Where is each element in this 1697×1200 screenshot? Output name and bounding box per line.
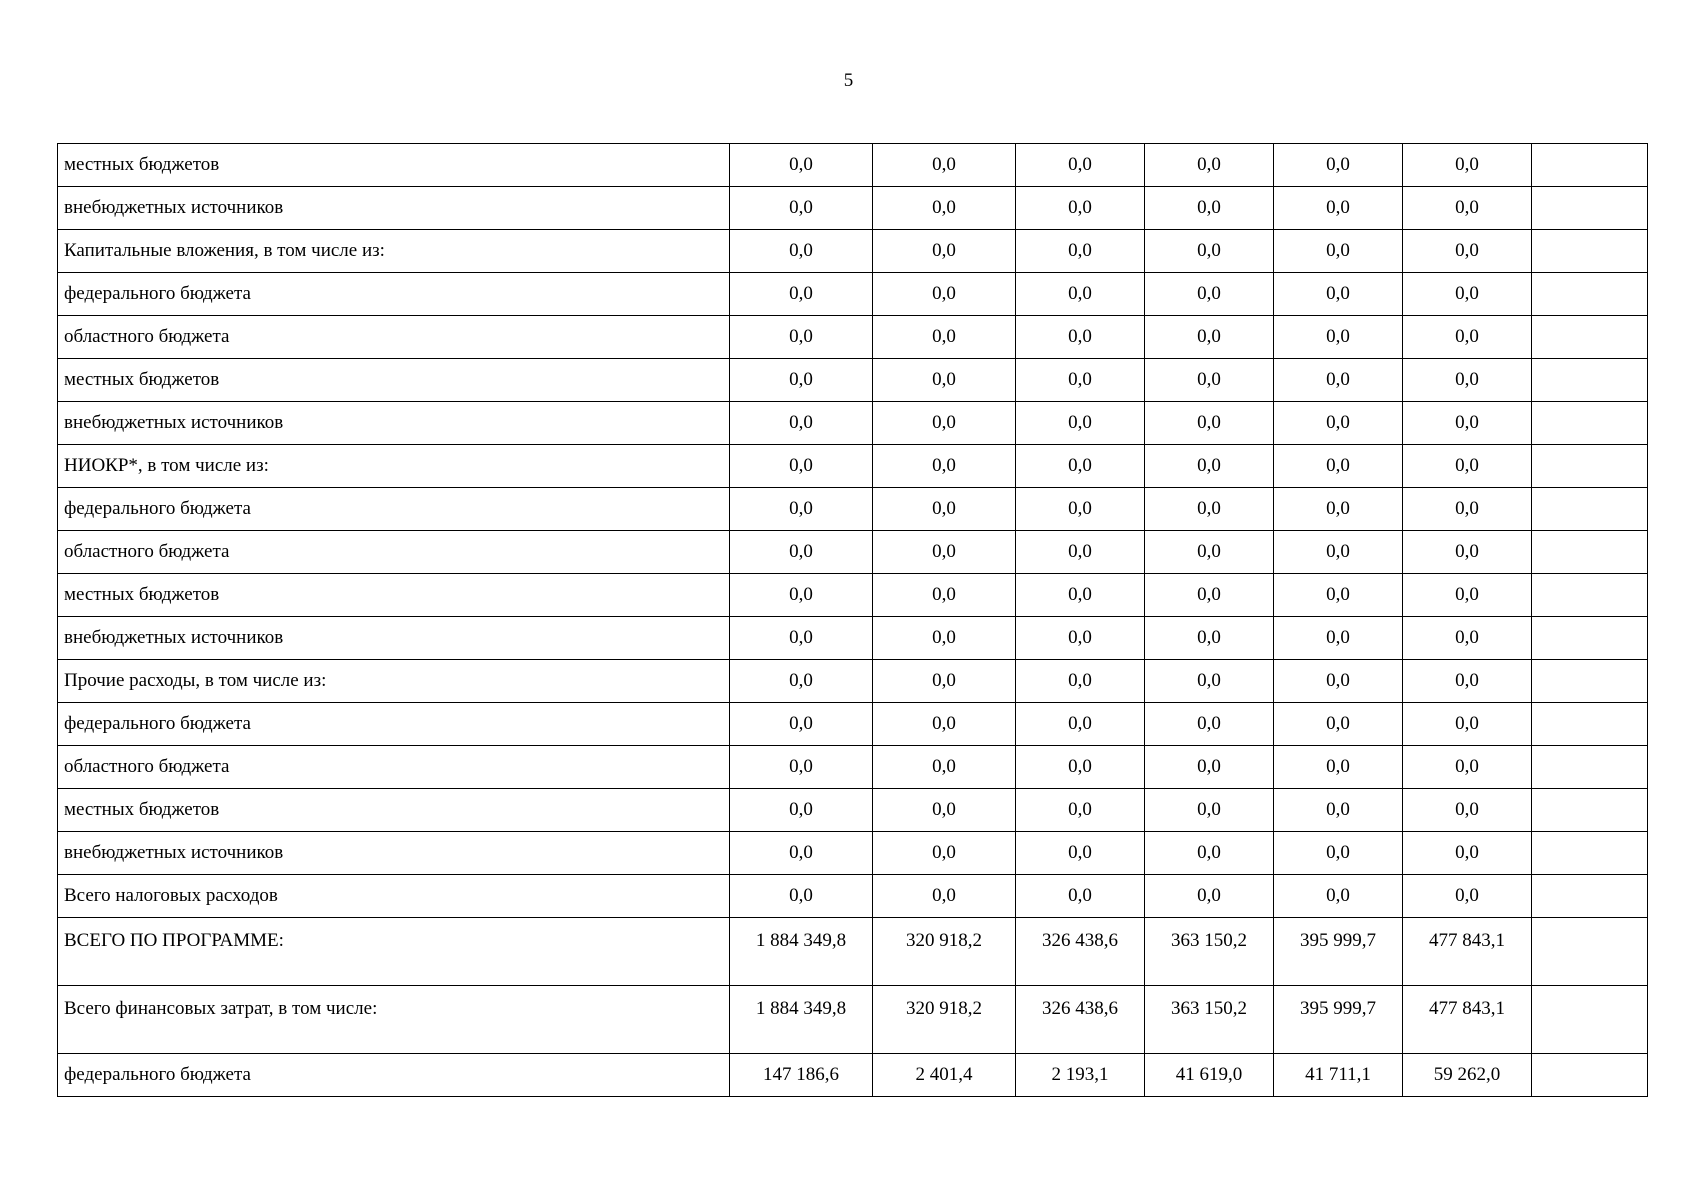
value-cell: 0,0 — [1403, 187, 1532, 230]
table-row — [58, 1054, 1648, 1097]
value-cell: 0,0 — [1403, 617, 1532, 660]
value-cell: 0,0 — [1274, 574, 1403, 617]
value-cell: 0,0 — [873, 488, 1016, 531]
value-cell: 0,0 — [873, 402, 1016, 445]
notes-cell — [1532, 402, 1648, 445]
value-cell: 0,0 — [1016, 789, 1145, 832]
value-cell: 0,0 — [1145, 445, 1274, 488]
value-cell: 0,0 — [730, 359, 873, 402]
value-cell: 0,0 — [1403, 832, 1532, 875]
value-cell: 0,0 — [1145, 402, 1274, 445]
value-cell: 0,0 — [1145, 574, 1274, 617]
row-label: внебюджетных источников — [58, 832, 730, 875]
notes-cell — [1532, 531, 1648, 574]
value-cell: 0,0 — [1403, 402, 1532, 445]
row-label: федерального бюджета — [58, 703, 730, 746]
value-cell: 0,0 — [1274, 144, 1403, 187]
table-row — [58, 746, 1648, 789]
value-cell: 395 999,7 — [1274, 986, 1403, 1054]
value-cell: 0,0 — [1403, 144, 1532, 187]
value-cell: 0,0 — [1016, 574, 1145, 617]
value-cell: 0,0 — [1016, 402, 1145, 445]
value-cell: 2 401,4 — [873, 1054, 1016, 1097]
value-cell: 0,0 — [1274, 402, 1403, 445]
value-cell: 477 843,1 — [1403, 986, 1532, 1054]
notes-cell — [1532, 789, 1648, 832]
value-cell: 2 193,1 — [1016, 1054, 1145, 1097]
value-cell: 0,0 — [873, 875, 1016, 918]
value-cell: 0,0 — [1016, 488, 1145, 531]
table-row — [58, 617, 1648, 660]
table-row — [58, 918, 1648, 986]
value-cell: 363 150,2 — [1145, 918, 1274, 986]
value-cell: 0,0 — [730, 574, 873, 617]
row-label: местных бюджетов — [58, 574, 730, 617]
value-cell: 0,0 — [1145, 660, 1274, 703]
table-row — [58, 144, 1648, 187]
value-cell: 0,0 — [1274, 273, 1403, 316]
value-cell: 0,0 — [1016, 359, 1145, 402]
value-cell: 0,0 — [873, 531, 1016, 574]
row-label: внебюджетных источников — [58, 187, 730, 230]
value-cell: 0,0 — [1145, 230, 1274, 273]
value-cell: 363 150,2 — [1145, 986, 1274, 1054]
value-cell: 0,0 — [873, 746, 1016, 789]
value-cell: 0,0 — [1016, 445, 1145, 488]
table-row — [58, 531, 1648, 574]
value-cell: 0,0 — [1145, 703, 1274, 746]
value-cell: 0,0 — [873, 574, 1016, 617]
value-cell: 0,0 — [873, 617, 1016, 660]
value-cell: 0,0 — [730, 316, 873, 359]
value-cell: 0,0 — [873, 703, 1016, 746]
row-label: внебюджетных источников — [58, 617, 730, 660]
value-cell: 0,0 — [1403, 789, 1532, 832]
value-cell: 0,0 — [730, 617, 873, 660]
row-label: местных бюджетов — [58, 789, 730, 832]
value-cell: 147 186,6 — [730, 1054, 873, 1097]
value-cell: 1 884 349,8 — [730, 986, 873, 1054]
value-cell: 0,0 — [1274, 531, 1403, 574]
value-cell: 0,0 — [873, 445, 1016, 488]
value-cell: 0,0 — [1145, 316, 1274, 359]
value-cell: 0,0 — [730, 187, 873, 230]
value-cell: 0,0 — [1145, 531, 1274, 574]
value-cell: 0,0 — [730, 789, 873, 832]
value-cell: 0,0 — [1145, 144, 1274, 187]
table-row — [58, 832, 1648, 875]
value-cell: 0,0 — [1403, 703, 1532, 746]
value-cell: 326 438,6 — [1016, 918, 1145, 986]
value-cell: 0,0 — [1274, 660, 1403, 703]
value-cell: 0,0 — [1274, 230, 1403, 273]
value-cell: 0,0 — [730, 703, 873, 746]
notes-cell — [1532, 488, 1648, 531]
value-cell: 0,0 — [873, 832, 1016, 875]
value-cell: 0,0 — [730, 402, 873, 445]
notes-cell — [1532, 574, 1648, 617]
value-cell: 0,0 — [1403, 230, 1532, 273]
value-cell: 326 438,6 — [1016, 986, 1145, 1054]
value-cell: 0,0 — [1145, 875, 1274, 918]
row-label: внебюджетных источников — [58, 402, 730, 445]
value-cell: 0,0 — [1274, 789, 1403, 832]
value-cell: 0,0 — [730, 832, 873, 875]
notes-cell — [1532, 875, 1648, 918]
row-label: федерального бюджета — [58, 273, 730, 316]
notes-cell — [1532, 144, 1648, 187]
value-cell: 0,0 — [730, 746, 873, 789]
value-cell: 0,0 — [1274, 703, 1403, 746]
value-cell: 0,0 — [1016, 316, 1145, 359]
value-cell: 0,0 — [873, 359, 1016, 402]
value-cell: 0,0 — [1145, 746, 1274, 789]
row-label: областного бюджета — [58, 316, 730, 359]
table-row — [58, 316, 1648, 359]
value-cell: 0,0 — [1016, 832, 1145, 875]
value-cell: 0,0 — [873, 144, 1016, 187]
value-cell: 0,0 — [1403, 445, 1532, 488]
table-row — [58, 703, 1648, 746]
value-cell: 0,0 — [1016, 660, 1145, 703]
notes-cell — [1532, 187, 1648, 230]
page-number: 5 — [843, 70, 854, 91]
value-cell: 0,0 — [1016, 531, 1145, 574]
value-cell: 1 884 349,8 — [730, 918, 873, 986]
row-label: Всего финансовых затрат, в том числе: — [58, 986, 730, 1054]
notes-cell — [1532, 703, 1648, 746]
value-cell: 0,0 — [1274, 746, 1403, 789]
value-cell: 0,0 — [1016, 617, 1145, 660]
value-cell: 0,0 — [1403, 488, 1532, 531]
notes-cell — [1532, 918, 1648, 986]
value-cell: 0,0 — [873, 789, 1016, 832]
value-cell: 0,0 — [1016, 144, 1145, 187]
notes-cell — [1532, 746, 1648, 789]
table-row — [58, 187, 1648, 230]
value-cell: 0,0 — [1145, 832, 1274, 875]
value-cell: 0,0 — [1403, 316, 1532, 359]
value-cell: 0,0 — [1274, 187, 1403, 230]
table-row — [58, 230, 1648, 273]
table-row — [58, 789, 1648, 832]
value-cell: 59 262,0 — [1403, 1054, 1532, 1097]
row-label: Прочие расходы, в том числе из: — [58, 660, 730, 703]
row-label: местных бюджетов — [58, 359, 730, 402]
value-cell: 477 843,1 — [1403, 918, 1532, 986]
value-cell: 0,0 — [1145, 273, 1274, 316]
table-row — [58, 402, 1648, 445]
value-cell: 0,0 — [1016, 273, 1145, 316]
value-cell: 0,0 — [1145, 187, 1274, 230]
value-cell: 0,0 — [873, 273, 1016, 316]
table-row — [58, 445, 1648, 488]
table-row — [58, 273, 1648, 316]
value-cell: 0,0 — [1145, 488, 1274, 531]
value-cell: 0,0 — [1274, 832, 1403, 875]
notes-cell — [1532, 445, 1648, 488]
value-cell: 0,0 — [1016, 875, 1145, 918]
notes-cell — [1532, 230, 1648, 273]
value-cell: 0,0 — [1274, 316, 1403, 359]
notes-cell — [1532, 832, 1648, 875]
value-cell: 0,0 — [1274, 488, 1403, 531]
row-label: областного бюджета — [58, 746, 730, 789]
row-label: Капитальные вложения, в том числе из: — [58, 230, 730, 273]
value-cell: 0,0 — [1145, 359, 1274, 402]
value-cell: 0,0 — [873, 660, 1016, 703]
notes-cell — [1532, 660, 1648, 703]
value-cell: 0,0 — [730, 660, 873, 703]
row-label: местных бюджетов — [58, 144, 730, 187]
value-cell: 41 619,0 — [1145, 1054, 1274, 1097]
value-cell: 0,0 — [1145, 789, 1274, 832]
row-label: федерального бюджета — [58, 488, 730, 531]
row-label: ВСЕГО ПО ПРОГРАММЕ: — [58, 918, 730, 986]
notes-cell — [1532, 273, 1648, 316]
value-cell: 0,0 — [873, 187, 1016, 230]
value-cell: 0,0 — [1403, 531, 1532, 574]
value-cell: 0,0 — [1403, 746, 1532, 789]
table-row — [58, 574, 1648, 617]
table-body — [58, 144, 1648, 1097]
notes-cell — [1532, 617, 1648, 660]
value-cell: 0,0 — [730, 230, 873, 273]
value-cell: 395 999,7 — [1274, 918, 1403, 986]
value-cell: 0,0 — [1016, 187, 1145, 230]
table-row — [58, 488, 1648, 531]
value-cell: 0,0 — [730, 531, 873, 574]
table-row — [58, 660, 1648, 703]
value-cell: 0,0 — [730, 273, 873, 316]
notes-cell — [1532, 986, 1648, 1054]
value-cell: 0,0 — [1274, 875, 1403, 918]
value-cell: 41 711,1 — [1274, 1054, 1403, 1097]
value-cell: 0,0 — [1403, 359, 1532, 402]
value-cell: 0,0 — [1016, 746, 1145, 789]
value-cell: 320 918,2 — [873, 918, 1016, 986]
value-cell: 0,0 — [1145, 617, 1274, 660]
value-cell: 0,0 — [1016, 703, 1145, 746]
row-label: областного бюджета — [58, 531, 730, 574]
value-cell: 0,0 — [1403, 273, 1532, 316]
notes-cell — [1532, 1054, 1648, 1097]
value-cell: 0,0 — [1016, 230, 1145, 273]
budget-table — [57, 143, 1648, 1097]
table-row — [58, 359, 1648, 402]
value-cell: 320 918,2 — [873, 986, 1016, 1054]
row-label: Всего налоговых расходов — [58, 875, 730, 918]
value-cell: 0,0 — [730, 144, 873, 187]
value-cell: 0,0 — [730, 445, 873, 488]
value-cell: 0,0 — [1274, 445, 1403, 488]
value-cell: 0,0 — [1274, 617, 1403, 660]
table-row — [58, 875, 1648, 918]
table-row — [58, 986, 1648, 1054]
value-cell: 0,0 — [1274, 359, 1403, 402]
value-cell: 0,0 — [730, 875, 873, 918]
row-label: НИОКР*, в том числе из: — [58, 445, 730, 488]
row-label: федерального бюджета — [58, 1054, 730, 1097]
notes-cell — [1532, 359, 1648, 402]
value-cell: 0,0 — [1403, 660, 1532, 703]
notes-cell — [1532, 316, 1648, 359]
value-cell: 0,0 — [873, 316, 1016, 359]
value-cell: 0,0 — [1403, 574, 1532, 617]
value-cell: 0,0 — [1403, 875, 1532, 918]
value-cell: 0,0 — [730, 488, 873, 531]
value-cell: 0,0 — [873, 230, 1016, 273]
